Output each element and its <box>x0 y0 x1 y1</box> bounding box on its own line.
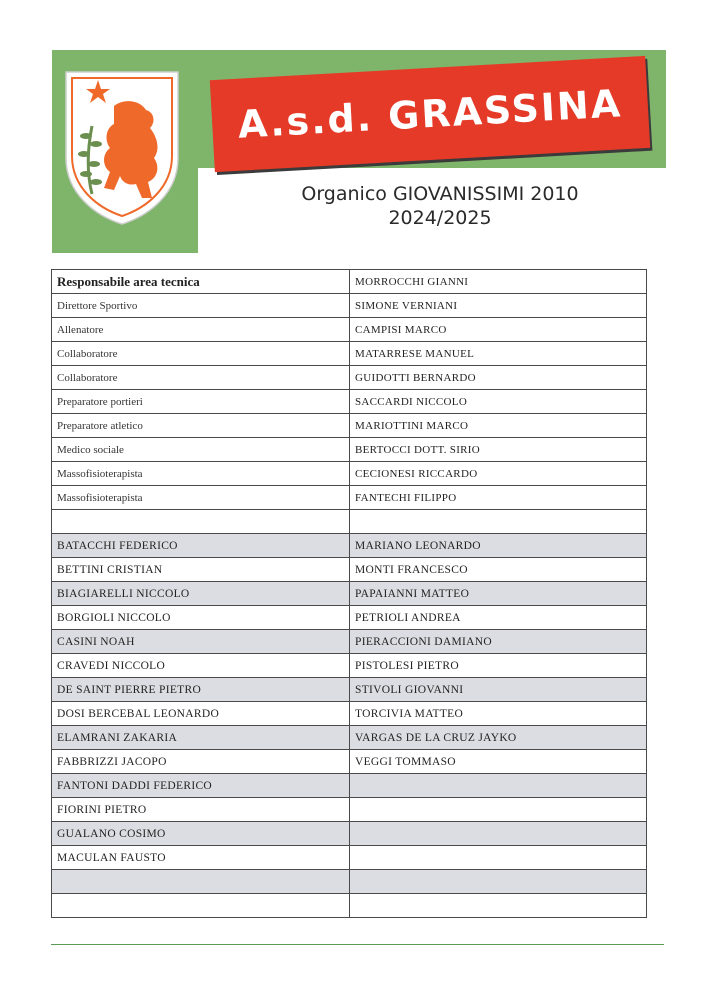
roster-table <box>51 269 647 918</box>
staff-name: CAMPISI MARCO <box>350 318 647 342</box>
staff-role: Medico sociale <box>52 438 350 462</box>
table-row-empty <box>52 510 647 534</box>
staff-role: Preparatore portieri <box>52 390 350 414</box>
player-name: PETRIOLI ANDREA <box>350 606 647 630</box>
staff-name: FANTECHI FILIPPO <box>350 486 647 510</box>
player-name <box>350 846 647 870</box>
table-row <box>52 342 647 366</box>
table-row <box>52 390 647 414</box>
staff-role: Direttore Sportivo <box>52 294 350 318</box>
table-row-empty <box>52 870 647 894</box>
player-name: BORGIOLI NICCOLO <box>52 606 350 630</box>
subtitle-season: 2024/2025 <box>388 207 492 229</box>
staff-name: MATARRESE MANUEL <box>350 342 647 366</box>
player-name: MARIANO LEONARDO <box>350 534 647 558</box>
staff-role: Responsabile area tecnica <box>52 270 350 294</box>
player-name: FABBRIZZI JACOPO <box>52 750 350 774</box>
table-row <box>52 606 647 630</box>
table-row <box>52 846 647 870</box>
player-name: BETTINI CRISTIAN <box>52 558 350 582</box>
table-row <box>52 438 647 462</box>
staff-name: GUIDOTTI BERNARDO <box>350 366 647 390</box>
player-name: VARGAS DE LA CRUZ JAYKO <box>350 726 647 750</box>
table-row-empty <box>52 894 647 918</box>
table-row <box>52 774 647 798</box>
table-row <box>52 750 647 774</box>
table-row <box>52 678 647 702</box>
table-row <box>52 702 647 726</box>
table-row <box>52 366 647 390</box>
table-row <box>52 630 647 654</box>
table-row <box>52 294 647 318</box>
table-row <box>52 726 647 750</box>
table-row <box>52 822 647 846</box>
table-row <box>52 462 647 486</box>
player-name <box>350 798 647 822</box>
player-name: CASINI NOAH <box>52 630 350 654</box>
staff-name: SIMONE VERNIANI <box>350 294 647 318</box>
player-name: PIERACCIONI DAMIANO <box>350 630 647 654</box>
staff-name: MORROCCHI GIANNI <box>350 270 647 294</box>
player-name: PISTOLESI PIETRO <box>350 654 647 678</box>
player-name: BATACCHI FEDERICO <box>52 534 350 558</box>
staff-role: Preparatore atletico <box>52 414 350 438</box>
table-row <box>52 654 647 678</box>
player-name: TORCIVIA MATTEO <box>350 702 647 726</box>
staff-name: MARIOTTINI MARCO <box>350 414 647 438</box>
table-row <box>52 414 647 438</box>
table-row <box>52 270 647 294</box>
footer-divider <box>51 944 664 945</box>
player-name: PAPAIANNI MATTEO <box>350 582 647 606</box>
player-name: MONTI FRANCESCO <box>350 558 647 582</box>
team-subtitle <box>230 182 650 230</box>
staff-name: BERTOCCI DOTT. SIRIO <box>350 438 647 462</box>
staff-name: CECIONESI RICCARDO <box>350 462 647 486</box>
player-name: DOSI BERCEBAL LEONARDO <box>52 702 350 726</box>
player-name: CRAVEDI NICCOLO <box>52 654 350 678</box>
staff-role: Collaboratore <box>52 342 350 366</box>
lion-crest-icon <box>62 66 182 228</box>
player-name: STIVOLI GIOVANNI <box>350 678 647 702</box>
player-name: BIAGIARELLI NICCOLO <box>52 582 350 606</box>
player-name <box>350 774 647 798</box>
player-name: GUALANO COSIMO <box>52 822 350 846</box>
player-name: VEGGI TOMMASO <box>350 750 647 774</box>
table-row <box>52 486 647 510</box>
player-name: ELAMRANI ZAKARIA <box>52 726 350 750</box>
staff-role: Collaboratore <box>52 366 350 390</box>
staff-role: Allenatore <box>52 318 350 342</box>
staff-role: Massofisioterapista <box>52 462 350 486</box>
table-row <box>52 558 647 582</box>
table-row <box>52 798 647 822</box>
staff-name: SACCARDI NICCOLO <box>350 390 647 414</box>
player-name: FANTONI DADDI FEDERICO <box>52 774 350 798</box>
staff-role: Massofisioterapista <box>52 486 350 510</box>
club-name: A.s.d. GRASSINA <box>236 81 624 147</box>
player-name: DE SAINT PIERRE PIETRO <box>52 678 350 702</box>
player-name: MACULAN FAUSTO <box>52 846 350 870</box>
subtitle-team: Organico GIOVANISSIMI 2010 <box>301 183 579 205</box>
table-row <box>52 534 647 558</box>
player-name: FIORINI PIETRO <box>52 798 350 822</box>
table-row <box>52 582 647 606</box>
player-name <box>350 822 647 846</box>
table-row <box>52 318 647 342</box>
